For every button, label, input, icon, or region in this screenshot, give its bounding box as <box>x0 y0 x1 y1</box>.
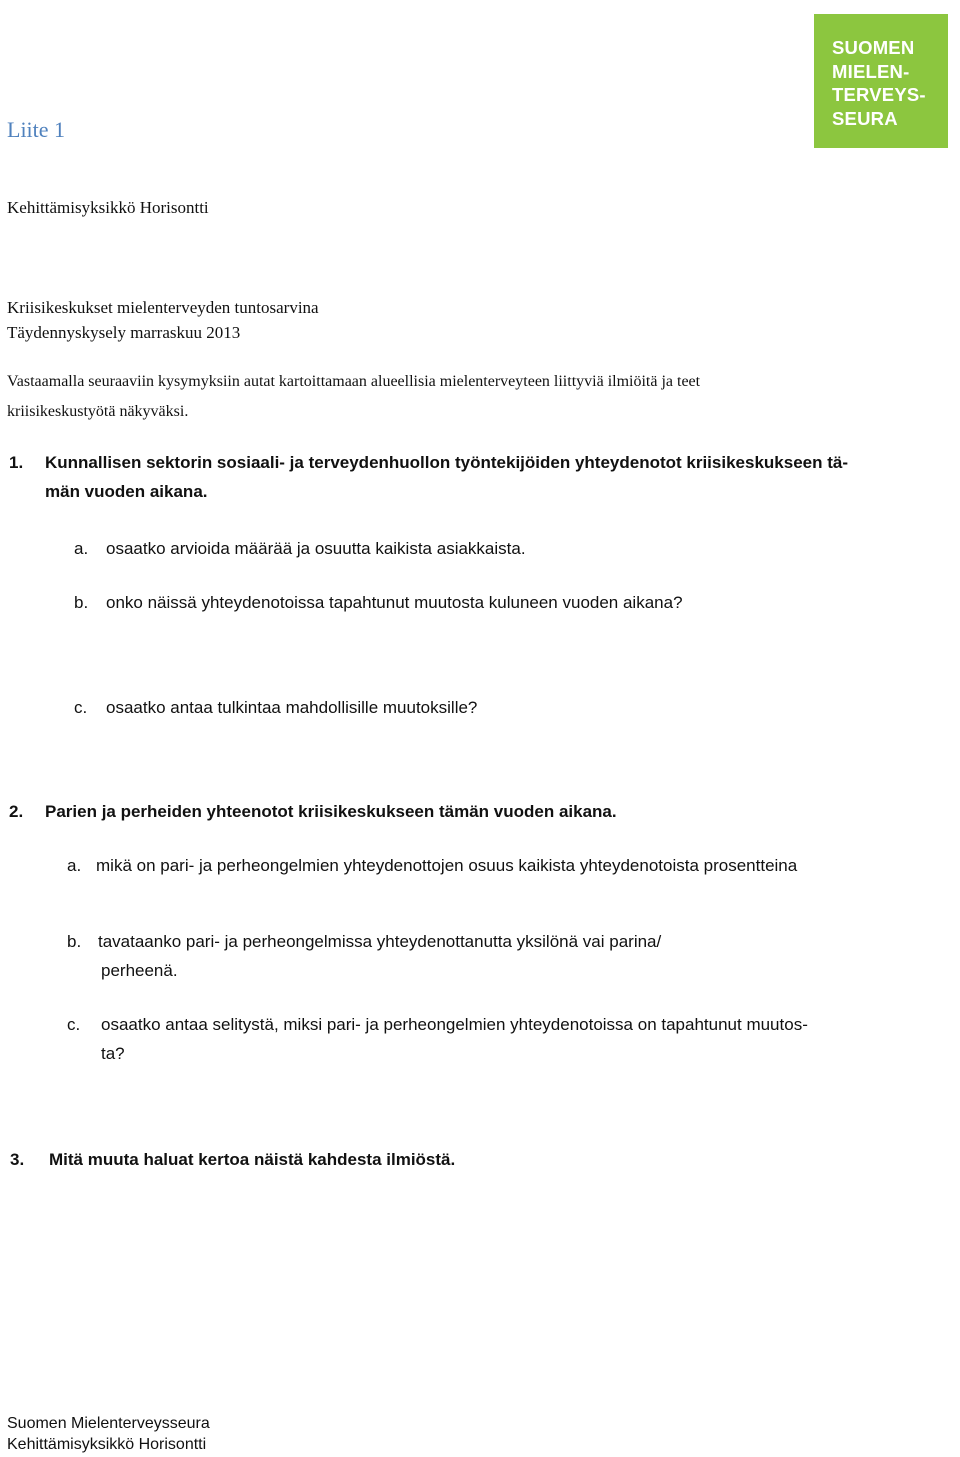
unit-name: Kehittämisyksikkö Horisontti <box>7 198 209 217</box>
subquestion-label: a. <box>67 856 82 875</box>
logo-line: SUOMEN <box>832 37 915 58</box>
document-subtitle: Täydennyskysely marraskuu 2013 <box>7 323 241 342</box>
question-text-continued: män vuoden aikana. <box>45 482 208 501</box>
logo-line: MIELEN- <box>832 60 910 82</box>
intro-text-line: kriisikeskustyötä näkyväksi. <box>7 403 189 420</box>
logo-text <box>832 36 926 130</box>
subquestion-text-continued: ta? <box>101 1044 125 1063</box>
subquestion-text-continued: perheenä. <box>101 961 178 980</box>
question-number: 1. <box>9 453 24 472</box>
subquestion-label: b. <box>74 593 89 612</box>
question-text: Mitä muuta haluat kertoa näistä kahdesta ilmiöstä. <box>49 1150 456 1169</box>
question-text: Parien ja perheiden yhteenotot kriisikeskukseen tämän vuoden aikana. <box>45 802 617 821</box>
subquestion-label: c. <box>67 1015 81 1034</box>
subquestion-text: mikä on pari- ja perheongelmien yhteydenottojen osuus kaikista yhteydenotoista prosentteina <box>96 856 798 875</box>
logo-line: TERVEYS- <box>832 84 926 105</box>
question-number: 3. <box>10 1150 25 1169</box>
attachment-label: Liite 1 <box>7 117 66 142</box>
question-text: Kunnallisen sektorin sosiaali- ja terveydenhuollon työntekijöiden yhteydenotot kriisikeskukseen tä- <box>45 453 848 472</box>
subquestion-label: b. <box>67 932 82 951</box>
subquestion-text: osaatko antaa tulkintaa mahdollisille muutoksille? <box>106 698 478 717</box>
subquestion-text: osaatko arvioida määrää ja osuutta kaikista asiakkaista. <box>106 539 526 558</box>
logo-line: SEURA <box>832 107 898 129</box>
subquestion-text: onko näissä yhteydenotoissa tapahtunut muutosta kuluneen vuoden aikana? <box>106 593 683 612</box>
subquestion-text: osaatko antaa selitystä, miksi pari- ja perheongelmien yhteydenotoissa on tapahtunut muutos- <box>101 1015 808 1034</box>
subquestion-text: tavataanko pari- ja perheongelmissa yhteydenottanutta yksilönä vai parina/ <box>98 932 662 951</box>
footer-unit: Kehittämisyksikkö Horisontti <box>7 1436 207 1453</box>
logo <box>814 14 948 148</box>
question-number: 2. <box>9 802 24 821</box>
footer-organization: Suomen Mielenterveysseura <box>7 1415 210 1432</box>
intro-text-line: Vastaamalla seuraaviin kysymyksiin autat kartoittamaan alueellisia mielenterveyteen liittyviä ilmiöitä ja teet <box>7 373 701 390</box>
subquestion-label: c. <box>74 698 88 717</box>
subquestion-label: a. <box>74 539 89 558</box>
document-title: Kriisikeskukset mielenterveyden tuntosarvina <box>7 298 319 317</box>
